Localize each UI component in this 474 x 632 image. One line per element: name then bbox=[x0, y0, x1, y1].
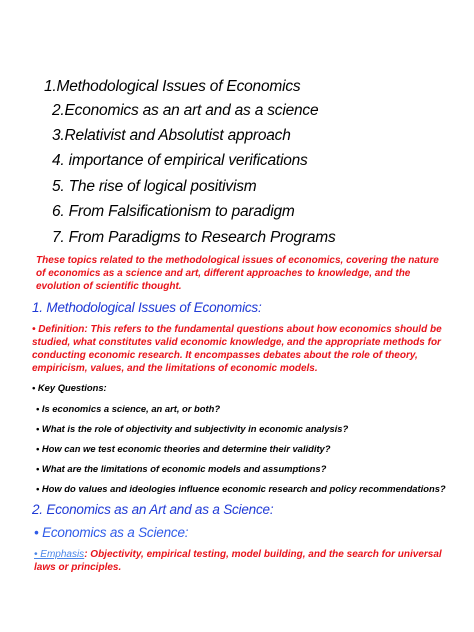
question-3: • How can we test economic theories and determine their validity? bbox=[36, 443, 331, 454]
toc-item-6: 6. From Falsificationism to paradigm bbox=[52, 203, 295, 220]
question-4: • What are the limitations of economic models and assumptions? bbox=[36, 463, 327, 474]
key-questions-label: • Key Questions: bbox=[32, 382, 107, 393]
section1-heading: 1. Methodological Issues of Economics: bbox=[32, 300, 262, 315]
toc-item-5: 5. The rise of logical positivism bbox=[52, 178, 257, 195]
toc-item-3: 3.Relativist and Absolutist approach bbox=[52, 127, 291, 144]
emphasis-link[interactable]: • Emphasis bbox=[34, 549, 85, 560]
toc-item-4: 4. importance of empirical verifications bbox=[52, 152, 308, 169]
emphasis-text: : Objectivity, empirical testing, model building, and the search for universal laws or principles. bbox=[34, 549, 442, 573]
question-1: • Is economics a science, an art, or both? bbox=[36, 403, 221, 414]
section2-heading: 2. Economics as an Art and as a Science: bbox=[32, 502, 274, 517]
toc-item-7: 7. From Paradigms to Research Programs bbox=[52, 229, 336, 246]
emphasis-paragraph bbox=[34, 548, 454, 574]
toc-item-2: 2.Economics as an art and as a science bbox=[52, 102, 319, 119]
section1-definition: • Definition: This refers to the fundamental questions about how economics should be studied, what constitutes valid economic knowledge, and the appropriate methods for conducting economic research. It encompasses debates about the role of theory, empiricism, values, and the limitations of economic models. bbox=[32, 324, 442, 374]
question-2: • What is the role of objectivity and subjectivity in economic analysis? bbox=[36, 423, 349, 434]
question-5: • How do values and ideologies influence economic research and policy recommendations? bbox=[36, 483, 446, 494]
intro-paragraph: These topics related to the methodological issues of economics, covering the nature of economics as a science and art, different approaches to knowledge, and the evolution of scientific thought. bbox=[36, 255, 439, 292]
toc-item-1: 1.Methodological Issues of Economics bbox=[44, 78, 301, 95]
section2-subheading: • Economics as a Science: bbox=[34, 525, 189, 540]
